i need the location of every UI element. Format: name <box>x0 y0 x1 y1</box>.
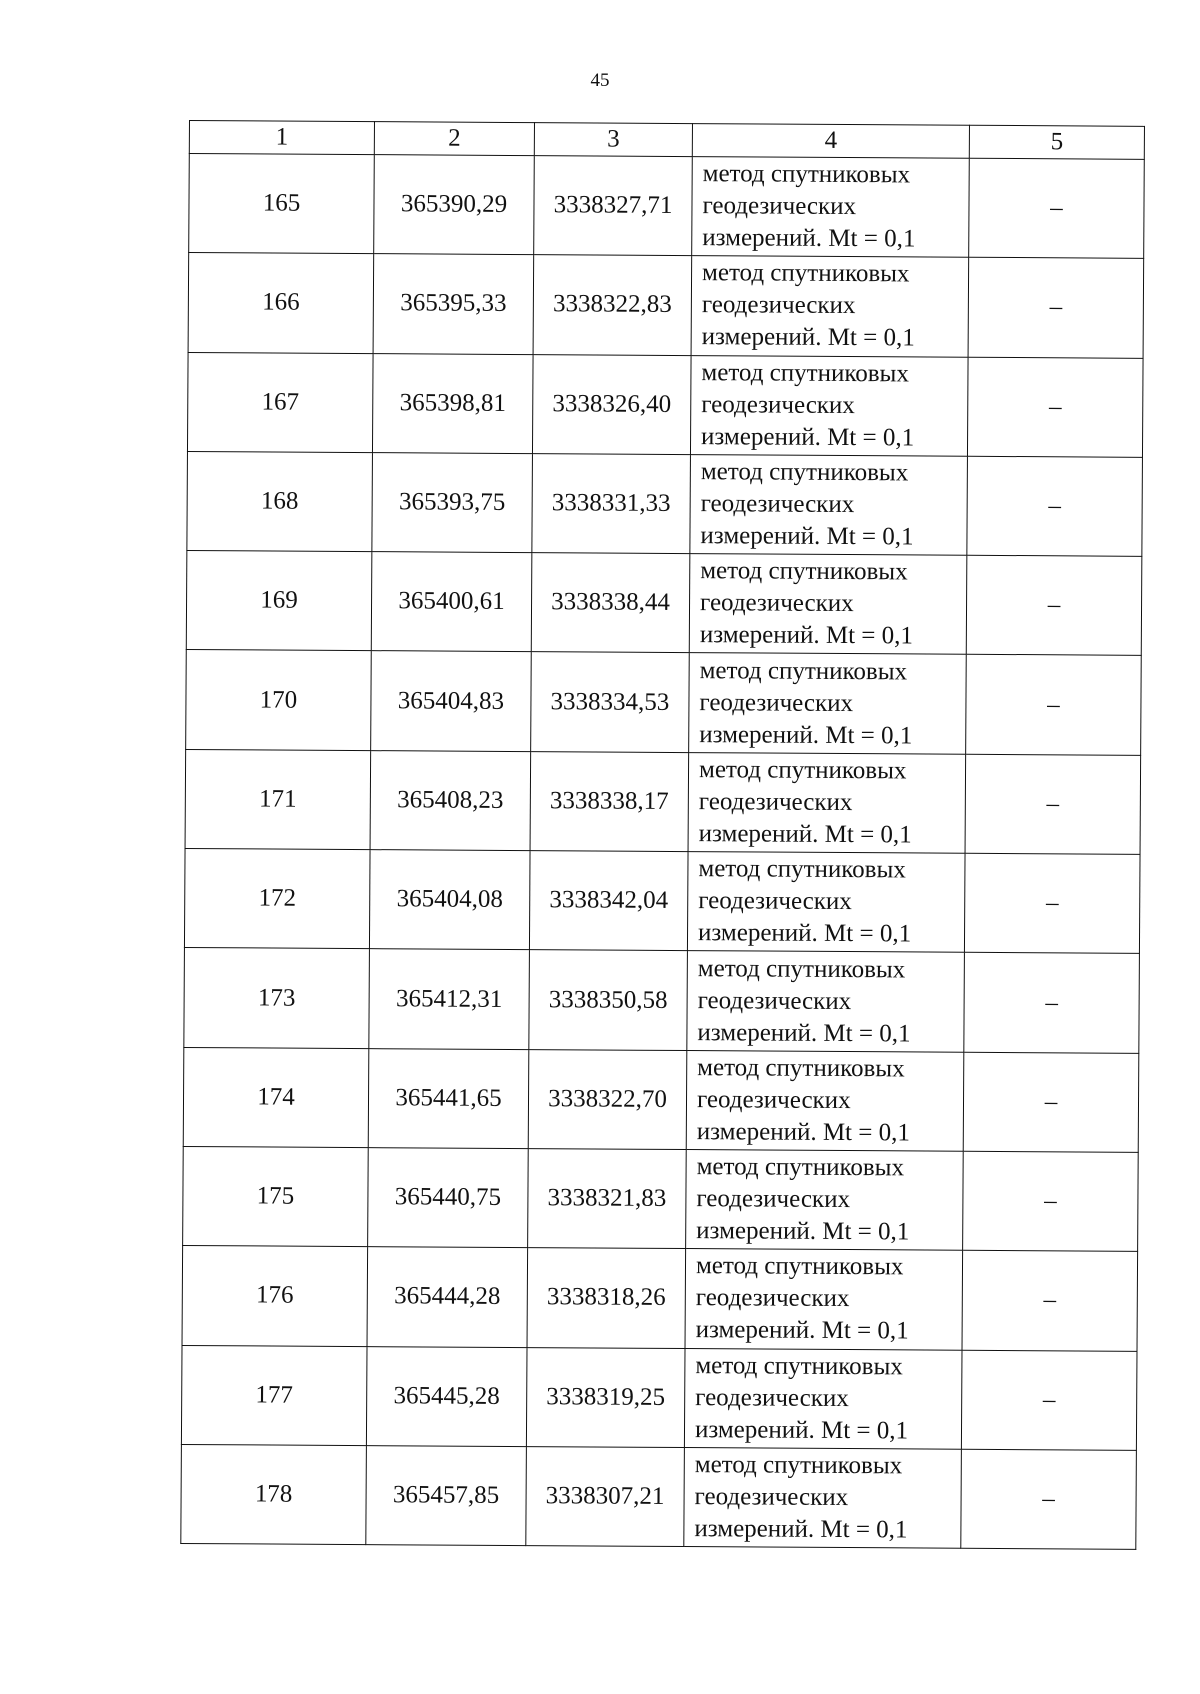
table-row <box>186 551 1142 656</box>
description-cell: – <box>969 158 1145 258</box>
table-body <box>181 154 1144 1550</box>
x-coordinate-cell: 365412,31 <box>369 949 530 1049</box>
method-cell <box>687 951 965 1052</box>
method-line-1: метод спутниковых <box>695 1351 903 1381</box>
method-line-3: измерений. Mt = 0,1 <box>700 522 914 551</box>
table-row <box>187 352 1143 457</box>
method-line-3: измерений. Mt = 0,1 <box>695 1316 909 1345</box>
method-line-1: метод спутниковых <box>698 855 906 884</box>
coordinates-table-container <box>180 120 1144 1550</box>
table-row <box>185 749 1141 854</box>
method-line-2: геодезических <box>699 688 854 717</box>
table-row <box>183 1146 1139 1251</box>
method-cell <box>691 256 969 357</box>
method-cell <box>690 355 968 456</box>
x-coordinate-cell: 365408,23 <box>370 750 531 850</box>
method-cell <box>684 1348 962 1449</box>
y-coordinate-cell: 3338321,83 <box>528 1149 687 1249</box>
method-line-2: геодезических <box>698 887 852 916</box>
description-cell: – <box>961 1350 1137 1450</box>
method-line-1: метод спутниковых <box>695 1252 904 1281</box>
point-number-cell: 172 <box>184 849 370 949</box>
method-cell <box>689 554 967 655</box>
method-line-1: метод спутниковых <box>701 358 909 388</box>
x-coordinate-cell: 365444,28 <box>367 1247 528 1347</box>
method-line-3: измерений. Mt = 0,1 <box>694 1515 908 1544</box>
method-line-3: измерений. Mt = 0,1 <box>701 323 915 352</box>
y-coordinate-cell: 3338318,26 <box>527 1248 686 1348</box>
y-coordinate-cell: 3338331,33 <box>532 453 691 553</box>
point-number-cell: 177 <box>181 1345 367 1445</box>
point-number-cell: 171 <box>185 749 371 849</box>
method-line-1: метод спутниковых <box>700 458 909 487</box>
point-number-cell: 166 <box>188 253 374 353</box>
method-line-3: измерений. Mt = 0,1 <box>697 1018 911 1047</box>
method-line-1: метод спутниковых <box>701 259 910 288</box>
table-row <box>183 1047 1139 1152</box>
point-number-cell: 168 <box>187 451 373 551</box>
table-row <box>186 650 1142 755</box>
method-line-3: измерений. Mt = 0,1 <box>700 422 915 452</box>
method-line-1: метод спутниковых <box>699 656 908 686</box>
header-col-3: 3 <box>534 123 692 157</box>
x-coordinate-cell: 365440,75 <box>368 1148 529 1248</box>
table-row <box>181 1345 1137 1450</box>
table-row <box>181 1444 1137 1549</box>
method-line-2: геодезических <box>699 589 854 618</box>
header-col-5: 5 <box>969 125 1144 159</box>
description-cell: – <box>968 258 1144 358</box>
method-line-2: геодезических <box>696 1085 851 1114</box>
description-cell: – <box>966 555 1142 655</box>
method-line-3: измерений. Mt = 0,1 <box>694 1415 909 1445</box>
method-cell <box>685 1249 963 1350</box>
method-line-3: измерений. Mt = 0,1 <box>699 621 914 650</box>
table-row <box>188 253 1144 358</box>
point-number-cell: 174 <box>183 1047 369 1147</box>
method-cell <box>692 157 970 258</box>
table-row <box>184 948 1140 1053</box>
method-cell <box>689 653 967 754</box>
point-number-cell: 173 <box>184 948 370 1048</box>
page-number: 45 <box>590 70 610 91</box>
method-line-1: метод спутниковых <box>694 1451 903 1480</box>
y-coordinate-cell: 3338334,53 <box>531 652 690 752</box>
method-line-3: измерений. Mt = 0,1 <box>697 919 912 948</box>
y-coordinate-cell: 3338342,04 <box>529 851 688 951</box>
x-coordinate-cell: 365445,28 <box>366 1346 527 1446</box>
y-coordinate-cell: 3338322,70 <box>528 1049 687 1149</box>
point-number-cell: 178 <box>181 1444 367 1544</box>
method-line-2: геодезических <box>694 1483 849 1512</box>
point-number-cell: 167 <box>187 352 373 452</box>
method-line-1: метод спутниковых <box>702 160 911 189</box>
y-coordinate-cell: 3338322,83 <box>533 255 692 355</box>
y-coordinate-cell: 3338350,58 <box>529 950 688 1050</box>
method-line-2: геодезических <box>696 1185 851 1214</box>
method-line-2: геодезических <box>698 788 853 816</box>
point-number-cell: 169 <box>186 551 372 651</box>
point-number-cell: 176 <box>182 1246 368 1346</box>
method-line-1: метод спутниковых <box>698 756 907 785</box>
x-coordinate-cell: 365393,75 <box>372 453 533 553</box>
method-line-2: геодезических <box>697 986 852 1015</box>
description-cell: – <box>966 655 1142 755</box>
y-coordinate-cell: 3338326,40 <box>532 354 691 454</box>
x-coordinate-cell: 365457,85 <box>366 1445 527 1545</box>
x-coordinate-cell: 365404,83 <box>371 651 532 751</box>
x-coordinate-cell: 365398,81 <box>372 353 533 453</box>
method-line-1: метод спутниковых <box>697 954 906 983</box>
method-cell <box>688 752 966 853</box>
x-coordinate-cell: 365441,65 <box>368 1048 529 1148</box>
description-cell: – <box>967 357 1143 457</box>
table-row <box>184 849 1140 954</box>
table-row <box>189 154 1145 259</box>
x-coordinate-cell: 365390,29 <box>374 155 535 255</box>
description-cell: – <box>961 1449 1137 1549</box>
method-cell <box>687 852 965 953</box>
method-line-1: метод спутниковых <box>700 557 908 586</box>
x-coordinate-cell: 365404,08 <box>369 850 530 950</box>
point-number-cell: 175 <box>183 1146 369 1246</box>
description-cell: – <box>964 853 1140 953</box>
y-coordinate-cell: 3338338,44 <box>531 553 690 653</box>
method-cell <box>690 454 968 555</box>
y-coordinate-cell: 3338307,21 <box>526 1446 685 1546</box>
method-line-3: измерений. Mt = 0,1 <box>696 1217 910 1246</box>
description-cell: – <box>963 1151 1139 1251</box>
x-coordinate-cell: 365395,33 <box>373 254 534 354</box>
x-coordinate-cell: 365400,61 <box>371 552 532 652</box>
description-cell: – <box>962 1251 1138 1351</box>
table-row <box>187 451 1143 556</box>
method-cell <box>686 1150 964 1251</box>
header-col-1: 1 <box>189 121 374 155</box>
method-line-1: метод спутниковых <box>697 1053 905 1083</box>
method-line-2: геодезических <box>701 291 856 320</box>
header-col-2: 2 <box>374 122 534 156</box>
point-number-cell: 165 <box>189 154 375 254</box>
description-cell: – <box>964 953 1140 1053</box>
method-cell <box>686 1050 964 1151</box>
coordinates-table <box>180 120 1145 1550</box>
method-line-2: геодезических <box>695 1284 850 1313</box>
y-coordinate-cell: 3338319,25 <box>526 1347 685 1447</box>
y-coordinate-cell: 3338327,71 <box>534 156 693 256</box>
method-line-1: метод спутниковых <box>696 1153 905 1182</box>
method-line-2: геодезических <box>695 1383 849 1412</box>
point-number-cell: 170 <box>186 650 372 750</box>
method-line-2: геодезических <box>700 490 855 519</box>
method-line-3: измерений. Mt = 0,1 <box>698 820 912 849</box>
y-coordinate-cell: 3338338,17 <box>530 751 689 851</box>
method-line-2: геодезических <box>702 192 857 221</box>
table-row <box>182 1246 1138 1351</box>
method-line-3: измерений. Mt = 0,1 <box>696 1117 910 1147</box>
description-cell: – <box>965 754 1141 854</box>
header-col-4: 4 <box>692 124 969 159</box>
description-cell: – <box>963 1052 1139 1152</box>
method-line-3: измерений. Mt = 0,1 <box>702 224 916 253</box>
method-cell <box>684 1447 962 1548</box>
method-line-2: геодезических <box>701 390 855 419</box>
method-line-3: измерений. Mt = 0,1 <box>699 720 913 750</box>
description-cell: – <box>967 456 1143 556</box>
